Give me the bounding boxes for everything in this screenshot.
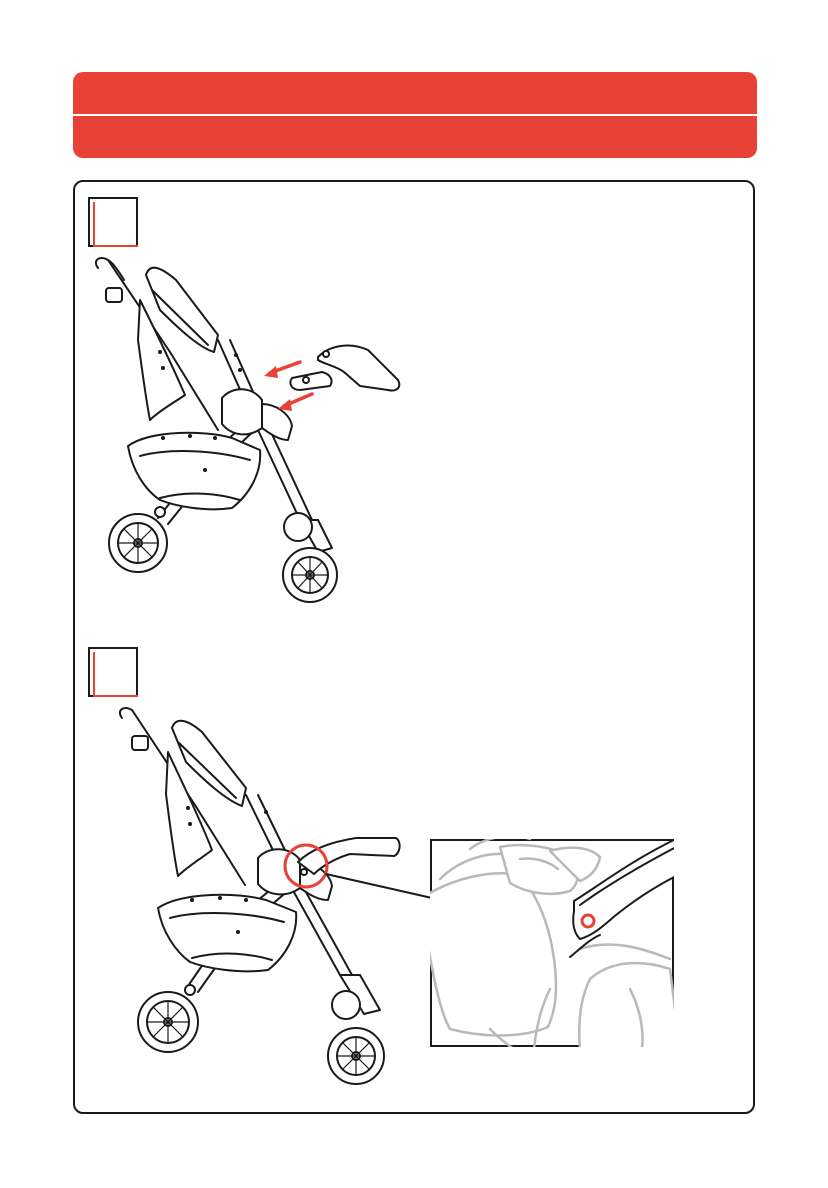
cup-holder (132, 736, 148, 750)
lock-button-highlight (582, 915, 594, 927)
front-wheel-rear (332, 991, 360, 1019)
storage-basket (158, 895, 296, 972)
bumper-bar (298, 838, 400, 874)
hinge-cover (258, 849, 300, 894)
bumper-bar-lock-closeup (430, 839, 674, 1047)
detail-leader-line (326, 874, 432, 898)
